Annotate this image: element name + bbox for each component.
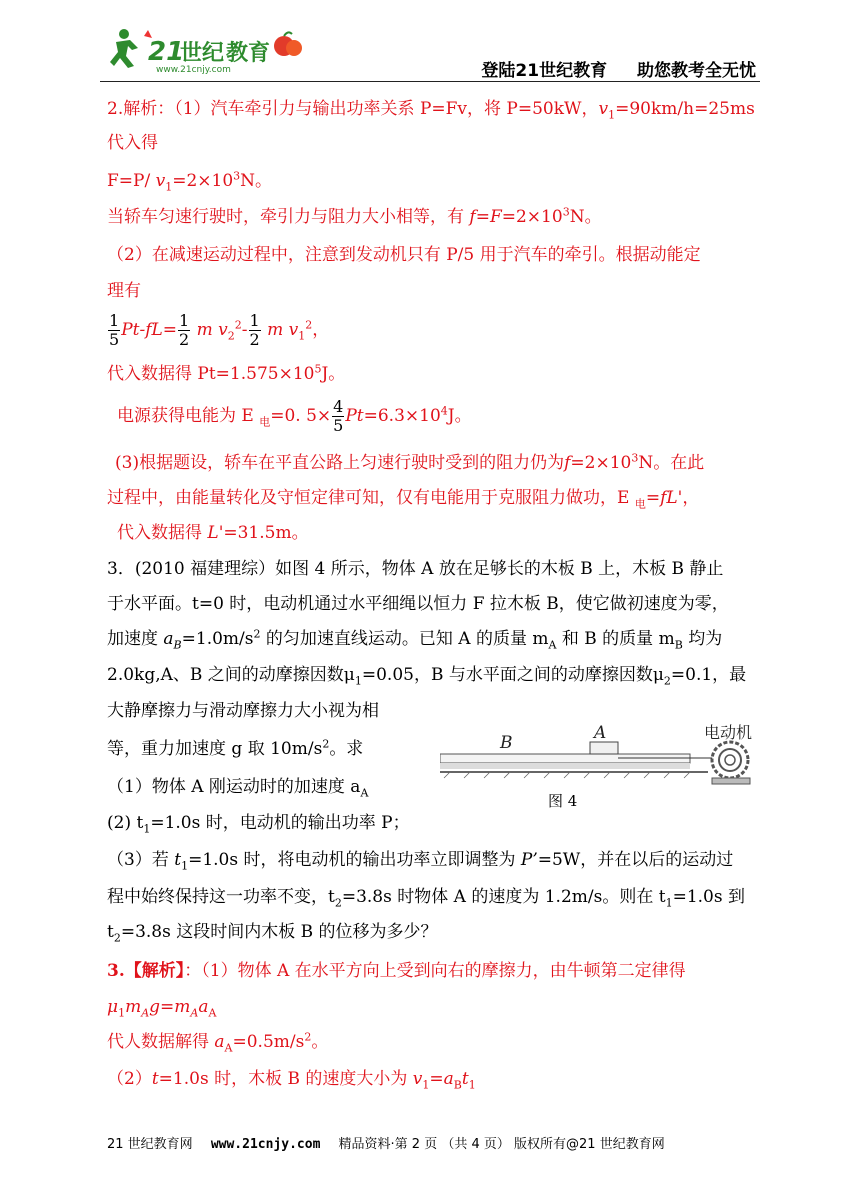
answer-3-line-4: （2）t=1.0s 时，木板 B 的速度大小为 $v_1=a_Bt_1$ xyxy=(107,1069,476,1092)
answer-2-line-1: 2.解析：（1）汽车牵引力与输出功率关系 P=Fv，将 P=50kW，$v_1=90km/h=25ms$ xyxy=(107,99,755,122)
question-3-line-7: （1）物体 A 刚运动时的加速度 $a_A$ xyxy=(107,777,369,800)
page-footer xyxy=(107,1133,665,1152)
answer-2-equation: $\frac{1}{5}$ Pt-fL= $\frac{1}{2}$ m $v_2^2-$ $\frac{1}{2}$ m $v_1^2$， xyxy=(109,311,330,349)
question-3-line-5: 大静摩擦力与滑动摩擦力大小视为相 xyxy=(107,701,379,721)
answer-2-line-8: 代入数据得 $Pt=1.575\times 10^5J$。 xyxy=(107,362,346,384)
question-3-line-9: （3）若 $t_1=1.0s$ 时，将电动机的输出功率立即调整为 P’=5W，并在以后的运动过 xyxy=(107,850,734,873)
question-3-line-11: $t_2=3.8s$ 这段时间内木板 B 的位移为多少？ xyxy=(107,922,438,945)
footer-page-info: 精品资料·第 2 页 （共 4 页） 版权所有@21 世纪教育网 xyxy=(338,1137,665,1152)
header-slogan xyxy=(457,56,756,81)
answer-2-line-6: 理有 xyxy=(107,281,141,301)
svg-text:www.21cnjy.com: www.21cnjy.com xyxy=(156,65,231,74)
question-3-line-1: 3．(2010 福建理综）如图 4 所示，物体 A 放在足够长的木板 B 上，木板 B 静止 xyxy=(107,559,724,579)
page-header xyxy=(100,20,760,82)
figure-label-a: A xyxy=(594,723,607,743)
question-3-line-3: 加速度 $a_B=1.0m/s^2$ 的匀加速直线运动。已知 A 的质量 $m_A$ 和 B 的质量 $m_B$ 均为 xyxy=(107,627,723,652)
question-3-line-6: 等，重力加速度 g 取 $10m/s^2$。求 xyxy=(107,737,364,759)
question-3-line-10: 程中始终保持这一功率不变，$t_2=3.8s$ 时物体 A 的速度为 1.2m/s。则在 $t_1=1.0s$ 到 xyxy=(107,887,746,910)
header-divider xyxy=(100,81,760,82)
answer-3-line-1: 3.【解析】：（1）物体 A 在水平方向上受到向右的摩擦力，由牛顿第二定律得 xyxy=(107,961,686,981)
question-3-line-4: 2.0kg,A、B 之间的动摩擦因数$\mu_1=0.05$，B 与水平面之间的动摩擦因数$\mu_2=0.1$，最 xyxy=(107,665,747,688)
answer-2-line-4: 当轿车匀速行驶时，牵引力与阻力大小相等，有 $f=F=2\times 10^3N$。 xyxy=(107,205,602,227)
svg-text:21: 21 xyxy=(148,37,185,67)
answer-3-line-3: 代人数据解得 $a_A=0.5m/s^2$。 xyxy=(107,1030,329,1055)
answer-2-line-12: 代入数据得 L'=31.5m。 xyxy=(117,523,309,543)
answer-2-line-3: F=P/ $v_1=2\times 10^3N$。 xyxy=(107,169,273,194)
question-3-line-2: 于水平面。t=0 时，电动机通过水平细绳以恒力 F 拉木板 B，使它做初速度为零， xyxy=(107,594,729,614)
figure-caption: 图 4 xyxy=(548,792,578,810)
answer-2-line-2: 代入得 xyxy=(107,133,158,153)
21cnjy-logo-icon xyxy=(108,26,308,74)
answer-2-line-11: 过程中，由能量转化及守恒定律可知，仅有电能用于克服阻力做功，E $_电$=fL'， xyxy=(107,488,700,511)
footer-site-name: 21 世纪教育网 xyxy=(107,1137,193,1152)
svg-text:世纪: 世纪 xyxy=(180,41,225,66)
answer-2-line-5: （2）在减速运动过程中，注意到发动机只有 P/5 用于汽车的牵引。根据动能定 xyxy=(107,245,701,265)
slogan-left: 登陆21世纪教育 xyxy=(481,61,608,81)
answer-3-line-2: $\mu_1m_Ag=m_Aa_A$ xyxy=(107,997,217,1020)
slogan-right: 助您教考全无忧 xyxy=(637,61,756,81)
svg-text:教育: 教育 xyxy=(226,41,271,66)
answer-2-line-10: (3)根据题设，轿车在平直公路上匀速行驶时受到的阻力仍为$f=2\times 10^3N$。在此 xyxy=(115,451,705,473)
footer-url: www.21cnjy.com xyxy=(210,1137,321,1152)
answer-2-line-9: 电源获得电能为 E $_电$=0. 5× $\frac{4}{5}$ $Pt=6.3\times 10^4J$。 xyxy=(117,397,472,435)
figure-label-b: B xyxy=(500,733,513,753)
figure-label-motor: 电动机 xyxy=(704,723,753,742)
figure-4-diagram xyxy=(440,716,770,790)
question-3-line-8: (2) $t_1=1.0s$ 时，电动机的输出功率 P； xyxy=(107,813,410,836)
